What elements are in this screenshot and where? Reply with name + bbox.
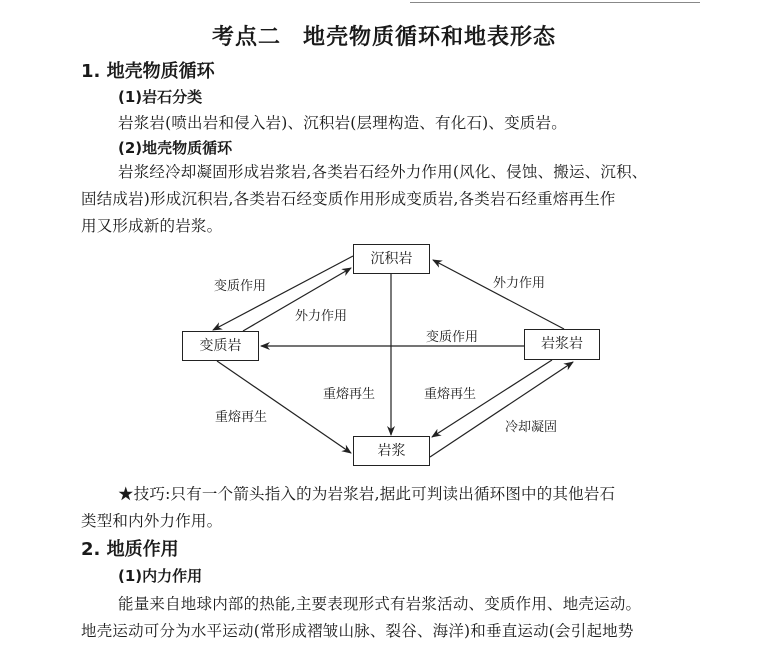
label-ign-to-meta: 变质作用 — [426, 330, 479, 345]
tip-line-2: 类型和内外力作用。 — [81, 512, 223, 530]
section1-heading: 1. 地壳物质循环 — [81, 61, 215, 82]
rock-classification-text: 岩浆岩(喷出岩和侵入岩)、沉积岩(层理构造、有化石)、变质岩。 — [118, 114, 567, 132]
cycle-text-line-3: 用又形成新的岩浆。 — [81, 217, 223, 235]
node-igneous-rock: 岩浆岩 — [524, 329, 600, 360]
cycle-text-line-1: 岩浆经冷却凝固形成岩浆岩,各类岩石经外力作用(风化、侵蚀、搬运、沉积、 — [118, 163, 648, 181]
node-metamorphic-rock: 变质岩 — [182, 331, 259, 361]
section1-sub2-heading: (2)地壳物质循环 — [118, 139, 233, 157]
section2-sub1-heading: (1)内力作用 — [118, 567, 203, 585]
arrow-magma-to-ign — [430, 362, 573, 457]
node-sedimentary-rock: 沉积岩 — [353, 244, 430, 274]
endogenic-text-line-2: 地壳运动可分为水平运动(常形成褶皱山脉、裂谷、海洋)和垂直运动(会引起地势 — [81, 622, 634, 640]
title-prefix: 考点二 — [212, 24, 282, 50]
tip-line-1: ★技巧:只有一个箭头指入的为岩浆岩,据此可判读出循环图中的其他岩石 — [118, 485, 616, 503]
label-magma-to-ign: 冷却凝固 — [505, 420, 558, 435]
label-sed-to-meta: 变质作用 — [214, 279, 267, 294]
label-ign-to-magma: 重熔再生 — [424, 387, 477, 402]
cycle-text-line-2: 固结成岩)形成沉积岩,各类岩石经变质作用形成变质岩,各类岩石经重熔再生作 — [81, 190, 616, 208]
section1-sub1-heading: (1)岩石分类 — [118, 88, 203, 106]
title-text: 地壳物质循环和地表形态 — [303, 24, 557, 50]
label-sed-to-magma: 重熔再生 — [323, 387, 376, 402]
label-meta-to-sed: 外力作用 — [295, 309, 348, 324]
arrow-ign-to-sed — [433, 260, 564, 329]
node-magma: 岩浆 — [353, 436, 430, 466]
endogenic-text-line-1: 能量来自地球内部的热能,主要表现形式有岩浆活动、变质作用、地壳运动。 — [118, 595, 642, 613]
section2-heading: 2. 地质作用 — [81, 539, 179, 560]
label-ign-to-sed: 外力作用 — [493, 276, 546, 291]
label-meta-to-magma: 重熔再生 — [215, 410, 268, 425]
